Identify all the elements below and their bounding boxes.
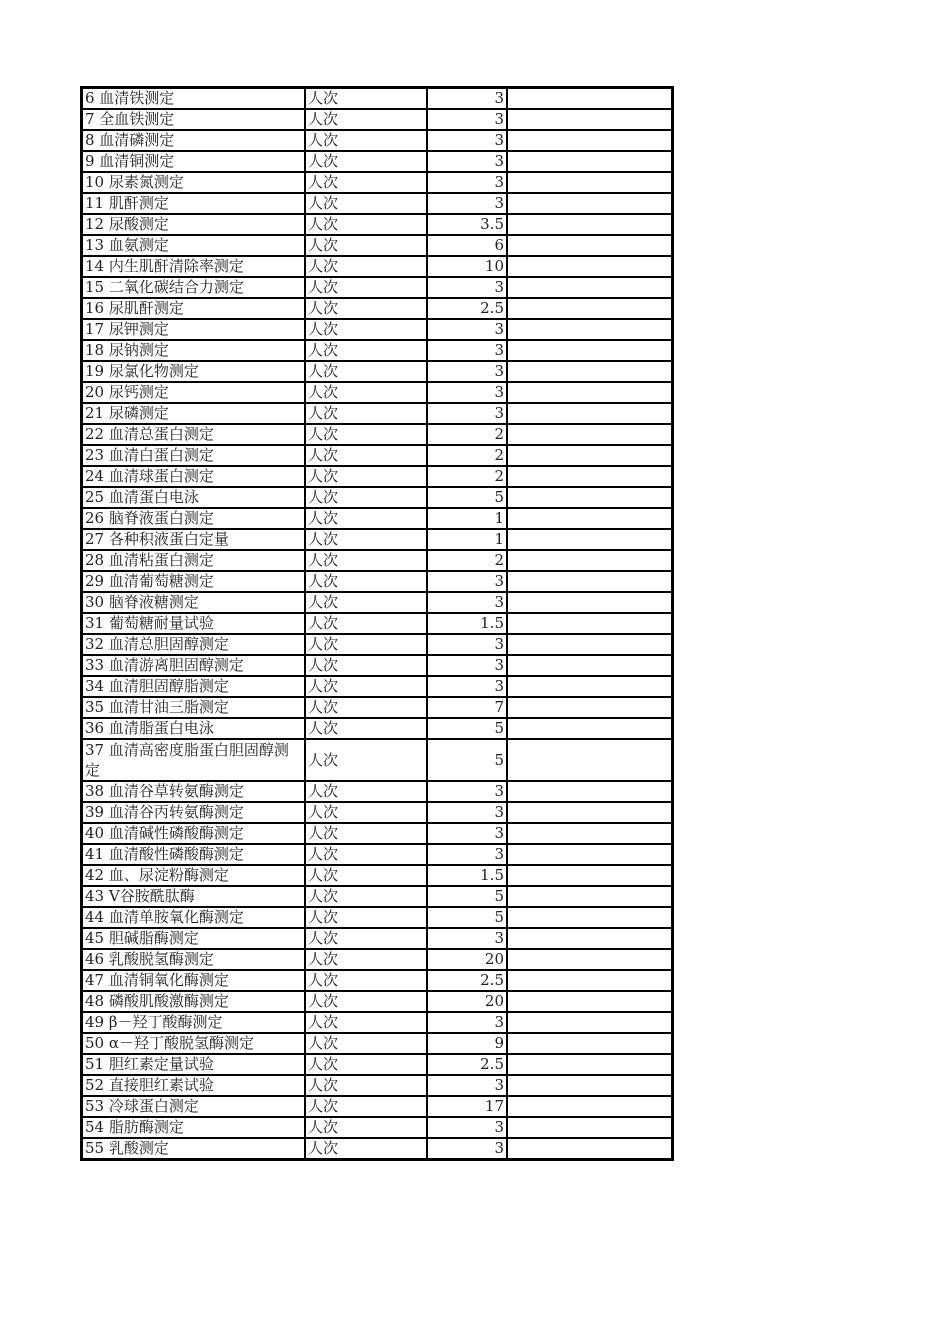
item-name-cell: 13 血氨测定 xyxy=(82,235,306,256)
item-name-cell: 6 血清铁测定 xyxy=(82,88,306,110)
price-cell: 7 xyxy=(427,697,507,718)
note-cell xyxy=(507,802,673,823)
price-cell: 3 xyxy=(427,88,507,110)
note-cell xyxy=(507,88,673,110)
table-row xyxy=(82,781,673,802)
table-row xyxy=(82,466,673,487)
unit-cell: 人次 xyxy=(305,529,427,550)
note-cell xyxy=(507,235,673,256)
item-name-cell: 51 胆红素定量试验 xyxy=(82,1054,306,1075)
table-row xyxy=(82,907,673,928)
item-name-cell: 41 血清酸性磷酸酶测定 xyxy=(82,844,306,865)
unit-cell: 人次 xyxy=(305,109,427,130)
unit-cell: 人次 xyxy=(305,277,427,298)
unit-cell: 人次 xyxy=(305,172,427,193)
unit-cell: 人次 xyxy=(305,697,427,718)
item-name-cell: 14 内生肌酐清除率测定 xyxy=(82,256,306,277)
table-row xyxy=(82,298,673,319)
table-row xyxy=(82,277,673,298)
table-row xyxy=(82,529,673,550)
note-cell xyxy=(507,277,673,298)
item-name-cell: 34 血清胆固醇脂测定 xyxy=(82,676,306,697)
price-cell: 3 xyxy=(427,655,507,676)
item-name-cell: 55 乳酸测定 xyxy=(82,1138,306,1160)
note-cell xyxy=(507,1054,673,1075)
item-name-cell: 40 血清碱性磷酸酶测定 xyxy=(82,823,306,844)
price-cell: 3 xyxy=(427,571,507,592)
price-cell: 2 xyxy=(427,445,507,466)
unit-cell: 人次 xyxy=(305,445,427,466)
unit-cell: 人次 xyxy=(305,361,427,382)
table-row xyxy=(82,949,673,970)
table-row xyxy=(82,739,673,781)
note-cell xyxy=(507,1033,673,1054)
table-row xyxy=(82,1033,673,1054)
item-name-cell: 24 血清球蛋白测定 xyxy=(82,466,306,487)
price-cell: 3 xyxy=(427,844,507,865)
note-cell xyxy=(507,550,673,571)
note-cell xyxy=(507,1138,673,1160)
unit-cell: 人次 xyxy=(305,550,427,571)
item-name-cell: 11 肌酐测定 xyxy=(82,193,306,214)
note-cell xyxy=(507,508,673,529)
unit-cell: 人次 xyxy=(305,508,427,529)
item-name-cell: 17 尿钾测定 xyxy=(82,319,306,340)
note-cell xyxy=(507,382,673,403)
note-cell xyxy=(507,424,673,445)
table-row xyxy=(82,508,673,529)
unit-cell: 人次 xyxy=(305,928,427,949)
item-name-cell: 26 脑脊液蛋白测定 xyxy=(82,508,306,529)
note-cell xyxy=(507,718,673,739)
item-name-cell: 42 血、尿淀粉酶测定 xyxy=(82,865,306,886)
unit-cell: 人次 xyxy=(305,487,427,508)
table-row xyxy=(82,1054,673,1075)
table-row xyxy=(82,172,673,193)
unit-cell: 人次 xyxy=(305,130,427,151)
price-cell: 2.5 xyxy=(427,1054,507,1075)
note-cell xyxy=(507,823,673,844)
table-row xyxy=(82,844,673,865)
unit-cell: 人次 xyxy=(305,1117,427,1138)
table-row xyxy=(82,424,673,445)
item-name-cell: 50 α－羟丁酸脱氢酶测定 xyxy=(82,1033,306,1054)
price-cell: 3 xyxy=(427,319,507,340)
unit-cell: 人次 xyxy=(305,676,427,697)
note-cell xyxy=(507,592,673,613)
price-cell: 20 xyxy=(427,991,507,1012)
unit-cell: 人次 xyxy=(305,907,427,928)
price-cell: 6 xyxy=(427,235,507,256)
item-name-cell: 44 血清单胺氧化酶测定 xyxy=(82,907,306,928)
note-cell xyxy=(507,445,673,466)
note-cell xyxy=(507,193,673,214)
note-cell xyxy=(507,319,673,340)
item-name-cell: 35 血清甘油三脂测定 xyxy=(82,697,306,718)
note-cell xyxy=(507,361,673,382)
table-row xyxy=(82,1012,673,1033)
unit-cell: 人次 xyxy=(305,802,427,823)
price-cell: 1.5 xyxy=(427,613,507,634)
price-cell: 3 xyxy=(427,592,507,613)
unit-cell: 人次 xyxy=(305,886,427,907)
price-cell: 3 xyxy=(427,277,507,298)
unit-cell: 人次 xyxy=(305,382,427,403)
note-cell xyxy=(507,655,673,676)
unit-cell: 人次 xyxy=(305,340,427,361)
table-row xyxy=(82,970,673,991)
table-row xyxy=(82,1075,673,1096)
item-name-cell: 16 尿肌酐测定 xyxy=(82,298,306,319)
unit-cell: 人次 xyxy=(305,1012,427,1033)
note-cell xyxy=(507,844,673,865)
price-cell: 9 xyxy=(427,1033,507,1054)
price-cell: 5 xyxy=(427,487,507,508)
price-cell: 10 xyxy=(427,256,507,277)
table-row xyxy=(82,256,673,277)
price-cell: 3 xyxy=(427,340,507,361)
unit-cell: 人次 xyxy=(305,298,427,319)
table-row xyxy=(82,340,673,361)
unit-cell: 人次 xyxy=(305,151,427,172)
table-row xyxy=(82,886,673,907)
table-row xyxy=(82,403,673,424)
table-row xyxy=(82,487,673,508)
price-cell: 17 xyxy=(427,1096,507,1117)
unit-cell: 人次 xyxy=(305,781,427,802)
item-name-cell: 12 尿酸测定 xyxy=(82,214,306,235)
table-row xyxy=(82,151,673,172)
fee-table xyxy=(80,86,674,1161)
note-cell xyxy=(507,907,673,928)
table-row xyxy=(82,193,673,214)
unit-cell: 人次 xyxy=(305,403,427,424)
price-cell: 2.5 xyxy=(427,298,507,319)
unit-cell: 人次 xyxy=(305,256,427,277)
item-name-cell: 31 葡萄糖耐量试验 xyxy=(82,613,306,634)
note-cell xyxy=(507,109,673,130)
unit-cell: 人次 xyxy=(305,193,427,214)
unit-cell: 人次 xyxy=(305,1054,427,1075)
note-cell xyxy=(507,571,673,592)
note-cell xyxy=(507,529,673,550)
unit-cell: 人次 xyxy=(305,214,427,235)
table-row xyxy=(82,634,673,655)
price-cell: 3 xyxy=(427,1117,507,1138)
price-cell: 3.5 xyxy=(427,214,507,235)
price-cell: 3 xyxy=(427,634,507,655)
note-cell xyxy=(507,676,673,697)
unit-cell: 人次 xyxy=(305,592,427,613)
table-row xyxy=(82,445,673,466)
item-name-cell: 54 脂肪酶测定 xyxy=(82,1117,306,1138)
unit-cell: 人次 xyxy=(305,970,427,991)
item-name-cell: 43 V谷胺酰肽酶 xyxy=(82,886,306,907)
item-name-cell: 47 血清铜氧化酶测定 xyxy=(82,970,306,991)
unit-cell: 人次 xyxy=(305,1033,427,1054)
item-name-cell: 53 冷球蛋白测定 xyxy=(82,1096,306,1117)
table-row xyxy=(82,676,673,697)
item-name-cell: 7 全血铁测定 xyxy=(82,109,306,130)
unit-cell: 人次 xyxy=(305,718,427,739)
price-cell: 3 xyxy=(427,823,507,844)
unit-cell: 人次 xyxy=(305,949,427,970)
item-name-cell: 10 尿素氮测定 xyxy=(82,172,306,193)
table-row xyxy=(82,928,673,949)
unit-cell: 人次 xyxy=(305,88,427,110)
unit-cell: 人次 xyxy=(305,424,427,445)
unit-cell: 人次 xyxy=(305,613,427,634)
unit-cell: 人次 xyxy=(305,739,427,781)
table-row xyxy=(82,88,673,110)
table-row xyxy=(82,1096,673,1117)
price-cell: 5 xyxy=(427,718,507,739)
table-row xyxy=(82,130,673,151)
note-cell xyxy=(507,340,673,361)
item-name-cell: 39 血清谷丙转氨酶测定 xyxy=(82,802,306,823)
table-row xyxy=(82,571,673,592)
note-cell xyxy=(507,172,673,193)
price-cell: 2 xyxy=(427,424,507,445)
table-row xyxy=(82,319,673,340)
price-cell: 3 xyxy=(427,130,507,151)
table-row xyxy=(82,382,673,403)
item-name-cell: 30 脑脊液糖测定 xyxy=(82,592,306,613)
item-name-cell: 32 血清总胆固醇测定 xyxy=(82,634,306,655)
price-cell: 1 xyxy=(427,508,507,529)
price-cell: 3 xyxy=(427,151,507,172)
note-cell xyxy=(507,781,673,802)
item-name-cell: 36 血清脂蛋白电泳 xyxy=(82,718,306,739)
price-cell: 3 xyxy=(427,676,507,697)
item-name-cell: 8 血清磷测定 xyxy=(82,130,306,151)
table-row xyxy=(82,1117,673,1138)
price-cell: 3 xyxy=(427,802,507,823)
item-name-cell: 21 尿磷测定 xyxy=(82,403,306,424)
note-cell xyxy=(507,886,673,907)
table-row xyxy=(82,613,673,634)
note-cell xyxy=(507,487,673,508)
item-name-cell: 29 血清葡萄糖测定 xyxy=(82,571,306,592)
note-cell xyxy=(507,1117,673,1138)
price-cell: 3 xyxy=(427,361,507,382)
item-name-cell: 46 乳酸脱氢酶测定 xyxy=(82,949,306,970)
unit-cell: 人次 xyxy=(305,844,427,865)
unit-cell: 人次 xyxy=(305,319,427,340)
note-cell xyxy=(507,256,673,277)
price-cell: 2 xyxy=(427,466,507,487)
note-cell xyxy=(507,214,673,235)
unit-cell: 人次 xyxy=(305,991,427,1012)
item-name-cell: 48 磷酸肌酸激酶测定 xyxy=(82,991,306,1012)
price-cell: 3 xyxy=(427,109,507,130)
price-cell: 3 xyxy=(427,382,507,403)
item-name-cell: 27 各种积液蛋白定量 xyxy=(82,529,306,550)
item-name-cell: 28 血清粘蛋白测定 xyxy=(82,550,306,571)
item-name-cell: 19 尿氯化物测定 xyxy=(82,361,306,382)
note-cell xyxy=(507,1012,673,1033)
item-name-cell: 9 血清铜测定 xyxy=(82,151,306,172)
table-row xyxy=(82,592,673,613)
item-name-cell: 25 血清蛋白电泳 xyxy=(82,487,306,508)
table-row xyxy=(82,214,673,235)
item-name-cell: 33 血清游离胆固醇测定 xyxy=(82,655,306,676)
note-cell xyxy=(507,634,673,655)
note-cell xyxy=(507,928,673,949)
note-cell xyxy=(507,1075,673,1096)
note-cell xyxy=(507,298,673,319)
note-cell xyxy=(507,697,673,718)
item-name-cell: 38 血清谷草转氨酶测定 xyxy=(82,781,306,802)
item-name-cell: 15 二氧化碳结合力测定 xyxy=(82,277,306,298)
price-cell: 3 xyxy=(427,1075,507,1096)
note-cell xyxy=(507,970,673,991)
item-name-cell: 52 直接胆红素试验 xyxy=(82,1075,306,1096)
table-row xyxy=(82,718,673,739)
unit-cell: 人次 xyxy=(305,235,427,256)
price-cell: 3 xyxy=(427,172,507,193)
note-cell xyxy=(507,865,673,886)
price-cell: 3 xyxy=(427,781,507,802)
item-name-cell: 45 胆碱脂酶测定 xyxy=(82,928,306,949)
note-cell xyxy=(507,613,673,634)
price-cell: 3 xyxy=(427,928,507,949)
unit-cell: 人次 xyxy=(305,823,427,844)
price-cell: 5 xyxy=(427,886,507,907)
table-row xyxy=(82,1138,673,1160)
note-cell xyxy=(507,403,673,424)
note-cell xyxy=(507,739,673,781)
price-cell: 2 xyxy=(427,550,507,571)
unit-cell: 人次 xyxy=(305,634,427,655)
unit-cell: 人次 xyxy=(305,1096,427,1117)
price-cell: 2.5 xyxy=(427,970,507,991)
table-row xyxy=(82,802,673,823)
table-row xyxy=(82,550,673,571)
note-cell xyxy=(507,466,673,487)
price-cell: 20 xyxy=(427,949,507,970)
note-cell xyxy=(507,1096,673,1117)
price-cell: 5 xyxy=(427,739,507,781)
table-row xyxy=(82,109,673,130)
price-cell: 3 xyxy=(427,193,507,214)
unit-cell: 人次 xyxy=(305,571,427,592)
unit-cell: 人次 xyxy=(305,1138,427,1160)
note-cell xyxy=(507,151,673,172)
unit-cell: 人次 xyxy=(305,865,427,886)
note-cell xyxy=(507,130,673,151)
table-row xyxy=(82,655,673,676)
table-row xyxy=(82,865,673,886)
item-name-cell: 49 β－羟丁酸酶测定 xyxy=(82,1012,306,1033)
note-cell xyxy=(507,949,673,970)
item-name-cell: 20 尿钙测定 xyxy=(82,382,306,403)
item-name-cell: 22 血清总蛋白测定 xyxy=(82,424,306,445)
table-row xyxy=(82,235,673,256)
price-cell: 1.5 xyxy=(427,865,507,886)
unit-cell: 人次 xyxy=(305,1075,427,1096)
unit-cell: 人次 xyxy=(305,466,427,487)
price-cell: 3 xyxy=(427,1138,507,1160)
table-row xyxy=(82,361,673,382)
table-row xyxy=(82,823,673,844)
item-name-cell: 23 血清白蛋白测定 xyxy=(82,445,306,466)
table-row xyxy=(82,991,673,1012)
table-row xyxy=(82,697,673,718)
price-cell: 3 xyxy=(427,403,507,424)
price-cell: 5 xyxy=(427,907,507,928)
unit-cell: 人次 xyxy=(305,655,427,676)
price-cell: 1 xyxy=(427,529,507,550)
item-name-cell: 18 尿钠测定 xyxy=(82,340,306,361)
price-cell: 3 xyxy=(427,1012,507,1033)
item-name-cell: 37 血清高密度脂蛋白胆固醇测定 xyxy=(82,739,306,781)
fee-table-body xyxy=(82,88,673,1160)
note-cell xyxy=(507,991,673,1012)
